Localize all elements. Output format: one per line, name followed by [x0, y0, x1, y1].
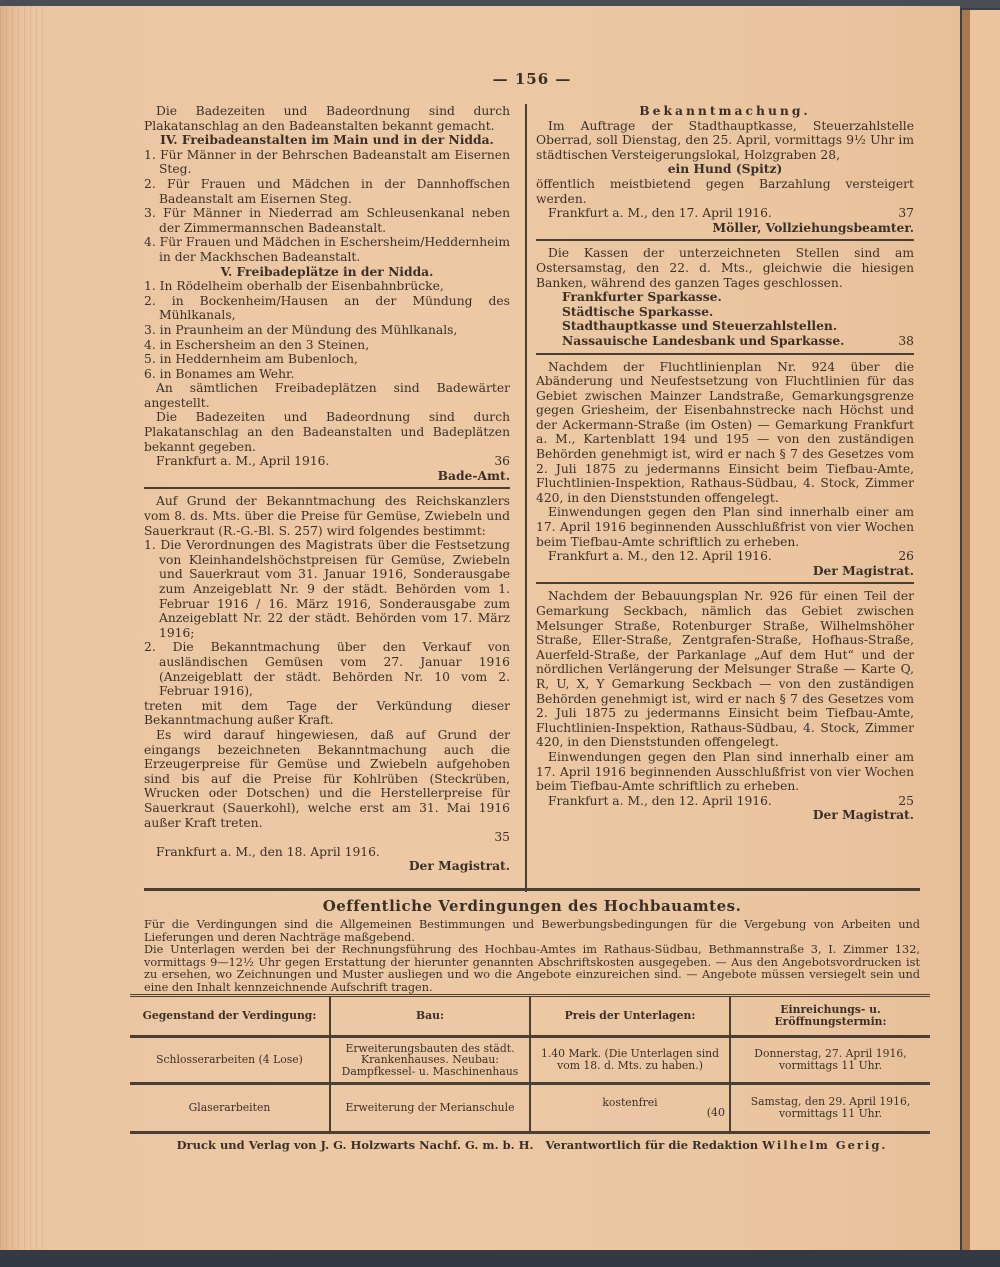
- list-item: Frankfurter Sparkasse.: [562, 289, 722, 305]
- price-value: kostenfrei: [602, 1096, 658, 1110]
- book-spine-gap: [962, 10, 970, 1250]
- auction-text: Im Auftrage der Stadthauptkasse, Steuerzahlstelle Oberrad, soll Dienstag, den 25. April, vormittags 9½ Uhr im städtischen Versteigerungslokal, Holzgraben 28,: [536, 118, 914, 162]
- section-title: Oeffentliche Verdingungen des Hochbauamtes.: [322, 897, 742, 915]
- left-column: [144, 104, 510, 874]
- notice-number: 38: [898, 333, 914, 348]
- notice-paragraph: Es wird darauf hingewiesen, daß auf Grund der eingangs bezeichneten Bekanntmachung auch die Erzeugerpreise für Gemüse und Zwiebeln aufgehoben sind bis auf die Preise für Kohlrüben (Steckrüben, Wrucken oder Dotschen) und die Herstellerpreise für Sauerkraut (Sauerkohl), welche erst am 31. Mai 1916 außer Kraft treten.: [144, 727, 510, 830]
- printer-imprint: Druck und Verlag von J. G. Holzwarts Nachf. G. m. b. H.: [176, 1138, 534, 1152]
- list-item: 4. in Eschersheim an den 3 Steinen,: [144, 337, 370, 352]
- place-date: Frankfurt a. M., den 12. April 1916.: [548, 793, 772, 808]
- verdingungen-para-1: Für die Verdingungen sind die Allgemeinen Bestimmungen und Bewerbungsbedingungen für die Vergebung von Arbeiten und Lieferungen und deren Nachträge maßgebend.: [144, 918, 920, 944]
- auction-text-2: öffentlich meistbietend gegen Barzahlung versteigert werden.: [536, 176, 914, 206]
- column-header: Gegenstand der Verdingung:: [130, 996, 330, 1037]
- notice-number: 36: [494, 454, 510, 469]
- adjacent-page-edge: [970, 10, 1000, 1250]
- editor-name: Wilhelm Gerig.: [762, 1138, 888, 1152]
- place-date: Frankfurt a. M., den 17. April 1916.: [548, 206, 772, 221]
- plan-926-objection: Einwendungen gegen den Plan sind innerhalb einer am 17. April 1916 beginnenden Ausschlußfrist von vier Wochen beim Tiefbau-Amte schriftlich zu erheben.: [536, 749, 914, 794]
- table-cell: Erweiterungsbauten des städt. Krankenhauses. Neubau: Dampfkessel- u. Maschinenhaus: [330, 1037, 530, 1084]
- page-stack-edge: [0, 6, 44, 1251]
- list-item: 5. in Heddernheim am Bubenloch,: [144, 352, 358, 367]
- bathing-intro: Die Badezeiten und Badeordnung sind durch Plakatanschlag an den Badeanstalten bekannt gemacht.: [144, 104, 510, 133]
- table-cell: Glaserarbeiten: [130, 1084, 330, 1133]
- section-4-heading: IV. Freibadeanstalten im Main und in der Nidda.: [160, 132, 494, 148]
- divider: [536, 239, 914, 241]
- column-header: Bau:: [330, 996, 530, 1037]
- table-cell: Schlosserarbeiten (4 Lose): [130, 1037, 330, 1084]
- divider: [536, 582, 914, 584]
- table-row: [130, 1084, 930, 1133]
- responsible-label: Verantwortlich für die Redaktion: [545, 1138, 759, 1152]
- bathing-closing-2: Die Badezeiten und Badeordnung sind durch Plakatanschlag an den Badeanstalten und Badeplätzen bekannt gegeben.: [144, 410, 510, 454]
- notice-number: 26: [898, 549, 914, 564]
- bathing-closing-1: An sämtlichen Freibadeplätzen sind Badewärter angestellt.: [144, 381, 510, 410]
- section-5-heading: V. Freibadeplätze in der Nidda.: [220, 263, 434, 279]
- column-header: Einreichungs- u. Eröffnungstermin:: [730, 996, 930, 1037]
- auction-heading: Bekanntmachung.: [639, 103, 811, 118]
- signature: Der Magistrat.: [812, 562, 914, 578]
- signature: Der Magistrat.: [812, 807, 914, 823]
- table-cell: 1.40 Mark. (Die Unterlagen sind vom 18. d. Mts. zu haben.): [530, 1037, 730, 1084]
- list-item: 2. Die Bekanntmachung über den Verkauf von ausländischen Gemüsen vom 27. Januar 1916 (Anzeigeblatt der städt. Behörden Nr. 10 vom 2. Februar 1916),: [144, 640, 510, 699]
- kassen-text: Die Kassen der unterzeichneten Stellen sind am Ostersamstag, den 22. d. Mts., gleichwie die hiesigen Banken, während des ganzen Tages geschlossen.: [536, 246, 914, 290]
- verdingungen-section: [144, 884, 920, 995]
- page-number: — 156 —: [492, 70, 572, 88]
- list-item: 1. Die Verordnungen des Magistrats über die Festsetzung von Kleinhandelshöchstpreisen für Gemüse, Zwiebeln und Sauerkraut vom 31. Januar 1916, Sonderausgabe zum Anzeigeblatt Nr. 9 der städt. Behörden vom 1. Februar 1916 / 16. März 1916, Sonderausgabe zum Anzeigeblatt Nr. 22 der städt. Behörden vom 17. März 1916;: [144, 538, 510, 640]
- notice-number: 35: [494, 830, 510, 845]
- notice-number: 25: [898, 793, 914, 808]
- book-cover-bottom: [0, 1250, 1000, 1267]
- table-row: [130, 1037, 930, 1084]
- place-date: Frankfurt a. M., den 18. April 1916.: [156, 844, 380, 859]
- signature: Der Magistrat.: [408, 858, 510, 874]
- table-cell: Erweiterung der Merianschule: [330, 1084, 530, 1133]
- section-body: [144, 919, 920, 995]
- notice-number: 37: [898, 206, 914, 221]
- plan-924-text: Nachdem der Fluchtlinienplan Nr. 924 über die Abänderung und Neufestsetzung von Fluchtlinien für das Gebiet zwischen Mainzer Landstraße, Gemarkungsgrenze gegen Griesheim, der Eisenbahnstrecke nach Höchst und der Ackermann-Straße (im Osten) — Gemarkung Frankfurt a. M., Kartenblatt 194 und 195 — von den zuständigen Behörden genehmigt ist, wird er nach § 7 des Gesetzes vom 2. Juli 1875 zu jedermanns Einsicht beim Tiefbau-Amte, Fluchtlinien-Inspektion, Rathaus-Südbau, 4. Stock, Zimmer 420, in den Dienststunden offengelegt.: [536, 359, 914, 505]
- column-divider: [525, 104, 527, 892]
- kassen-last-line: [536, 334, 914, 349]
- divider: [536, 353, 914, 355]
- table-cell: [530, 1084, 730, 1133]
- table-header-row: [130, 996, 930, 1037]
- list-item: 2. Für Frauen und Mädchen in der Dannhoffschen Badeanstalt am Eisernen Steg.: [144, 176, 510, 206]
- list-item: 6. in Bonames am Wehr.: [144, 366, 295, 381]
- list-item: Stadthauptkasse und Steuerzahlstellen.: [562, 318, 838, 334]
- bathing-dateline: [144, 454, 510, 469]
- divider: [144, 487, 510, 489]
- notice-intro: Auf Grund der Bekanntmachung des Reichskanzlers vom 8. ds. Mts. über die Preise für Gemüse, Zwiebeln und Sauerkraut (R.-G.-Bl. S. 257) wird folgendes bestimmt:: [144, 494, 510, 538]
- table-cell: Samstag, den 29. April 1916, vormittags 11 Uhr.: [730, 1084, 930, 1133]
- verdingungen-table: [130, 994, 930, 1134]
- table-cell: Donnerstag, 27. April 1916, vormittags 11 Uhr.: [730, 1037, 930, 1084]
- plan-924-objection: Einwendungen gegen den Plan sind innerhalb einer am 17. April 1916 beginnenden Ausschlußfrist von vier Wochen beim Tiefbau-Amte schriftlich zu erheben.: [536, 505, 914, 549]
- signature: Möller, Vollziehungsbeamter.: [712, 219, 914, 235]
- imprint-footer: [144, 1138, 920, 1152]
- auction-item: ein Hund (Spitz): [667, 161, 783, 177]
- signature: Bade-Amt.: [437, 467, 510, 483]
- list-item: 1. Für Männer in der Behrschen Badeanstalt am Eisernen Steg.: [144, 147, 510, 177]
- list-item: 4. Für Frauen und Mädchen in Eschersheim/Heddernheim in der Mackhschen Badeanstalt.: [144, 235, 510, 264]
- place-date: Frankfurt a. M., den 12. April 1916.: [548, 549, 772, 564]
- plan-926-text: Nachdem der Bebauungsplan Nr. 926 für einen Teil der Gemarkung Seckbach, nämlich das Gebiet zwischen Melsunger Straße, Rotenburger Straße, Wilhelmshöher Straße, Eller-Straße, Zentgrafen-Straße, Hofhaus-Straße, Auerfeld-Straße, der Parkanlage „Auf dem Hut“ und der nördlichen Verlängerung der Melsunger Straße — Karte Q, R, U, X, Y Gemarkung Seckbach — von den zuständigen Behörden genehmigt ist, wird er nach § 7 des Gesetzes vom 2. Juli 1875 zu jedermanns Einsicht beim Tiefbau-Amte, Fluchtlinien-Inspektion, Rathaus-Südbau, 4. Stock, Zimmer 420, in den Dienststunden offengelegt.: [536, 589, 914, 750]
- notice-tail: treten mit dem Tage der Verkündung dieser Bekanntmachung außer Kraft.: [144, 698, 510, 728]
- auction-dateline: [536, 206, 914, 221]
- right-column: [536, 104, 914, 823]
- list-item: Nassauische Landesbank und Sparkasse.: [562, 332, 845, 348]
- divider: [144, 888, 920, 891]
- column-header: Preis der Unterlagen:: [530, 996, 730, 1037]
- list-item: 1. In Rödelheim oberhalb der Eisenbahnbrücke,: [144, 279, 444, 294]
- place-date: Frankfurt a. M., April 1916.: [156, 454, 330, 469]
- plan-924-dateline: [536, 549, 914, 564]
- list-item: 2. in Bockenheim/Hausen an der Mündung des Mühlkanals,: [144, 293, 510, 323]
- newspaper-page: [0, 6, 960, 1253]
- list-item: 3. Für Männer in Niederrad am Schleusenkanal neben der Zimmermannschen Badeanstalt.: [144, 206, 510, 235]
- list-item: 3. in Praunheim an der Mündung des Mühlkanals,: [144, 322, 458, 337]
- verdingungen-para-2: Die Unterlagen werden bei der Rechnungsführung des Hochbau-Amtes im Rathaus-Südbau, Bethmannstraße 3, I. Zimmer 132, vormittags 9—12½ Uhr gegen Erstattung der hierunter genannten Abschriftskosten ausgegeben. — Aus den Angebotsvordrucken ist zu ersehen, wo Zeichnungen und Muster ausliegen und wo die Angebote einzureichen sind. — Angebote müssen versiegelt sein und eine den Inhalt kennzeichnende Aufschrift tragen.: [144, 943, 920, 994]
- plan-926-dateline: [536, 794, 914, 809]
- notice-number: (40: [706, 1106, 725, 1119]
- list-item: Städtische Sparkasse.: [562, 303, 714, 319]
